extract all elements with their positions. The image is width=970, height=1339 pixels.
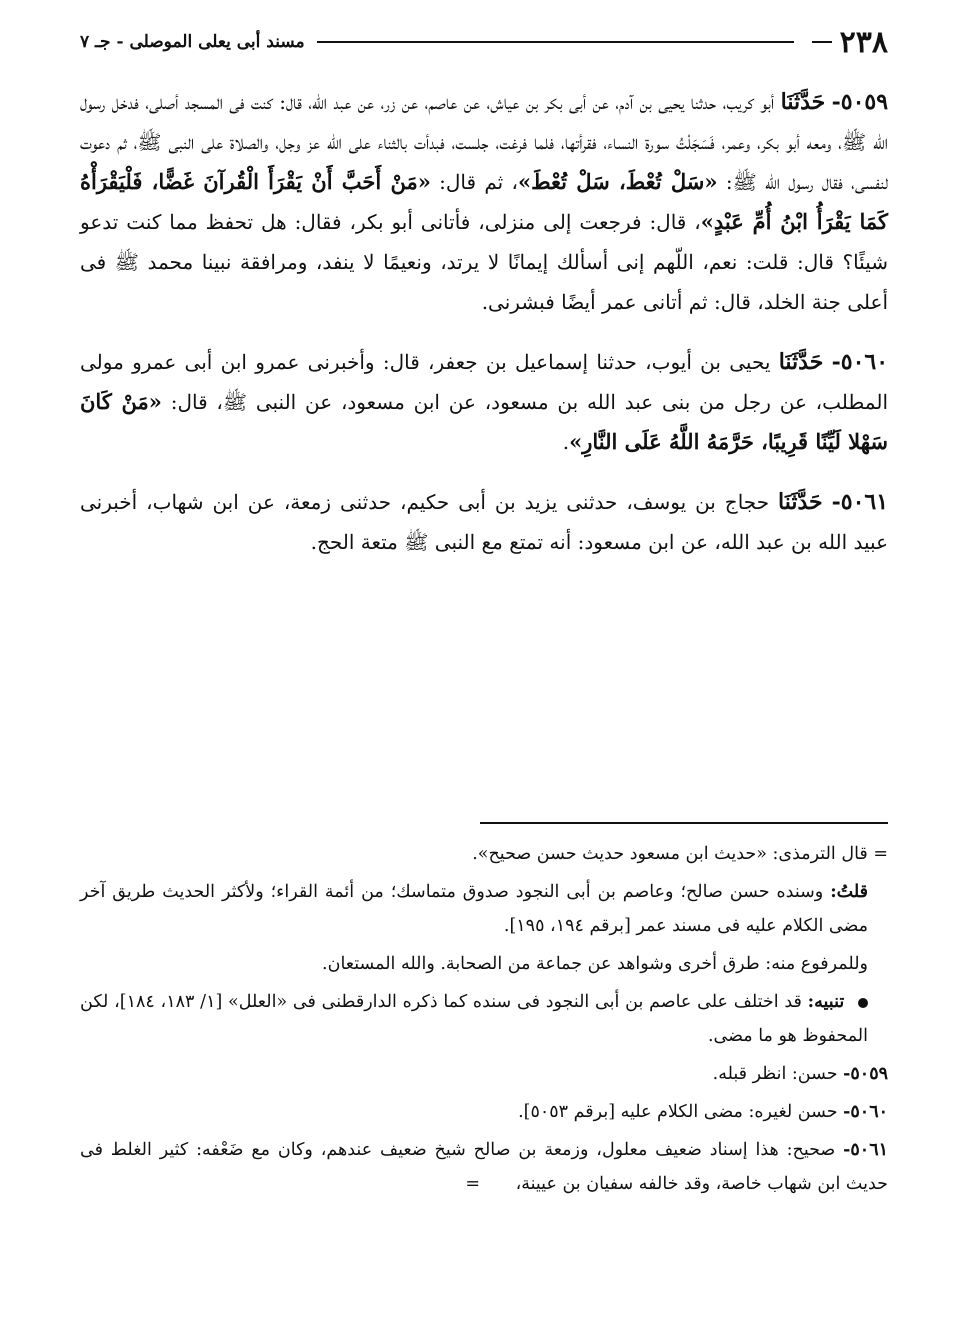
footnote — [80, 1057, 888, 1091]
footnote-label: تنبيه: — [807, 992, 845, 1012]
book-page — [80, 22, 888, 1322]
hadith-quote: «مَنْ أَحَبَّ أَنْ يَقْرَأَ الْقُرآنَ غَضًّا، فَلْيَقْرَأْهُ كَمَا يَقْرَأُ ابْنُ أُمِّ عَبْدٍ» — [80, 169, 888, 234]
hadith-text: ، ثم قال: — [439, 170, 518, 194]
book-title: مسند أبى يعلى الموصلى - جـ ٧ — [80, 32, 305, 52]
hadith-text: يحيى بن أيوب، حدثنا إسماعيل بن جعفر، قال: وأخبرنى عمرو ابن أبى عمرو مولى المطلب، عن رجل من بنى عبد الله بن مسعود، عن ابن مسعود، عن النبى ﷺ، قال: — [80, 350, 888, 414]
hadith-lead: حَدَّثَنَا — [780, 89, 826, 115]
hadith-text: . — [562, 430, 570, 454]
hadith-number: ٥٠٦١- — [831, 489, 889, 515]
footnote-label: قلتُ: — [830, 882, 868, 902]
footnote-text: وسنده حسن صالح؛ وعاصم بن أبى النجود صدوق متماسك؛ من أئمة القراء؛ ولأكثر الحديث طريق آخر مضى الكلام عليه فى مسند عمر [برقم ١٩٤، ١٩٥]. — [80, 882, 868, 936]
hadith-lead: حَدَّثَنَا — [778, 349, 824, 375]
hadith-text: حجاج بن يوسف، حدثنى يزيد بن أبى حكيم، حدثنى زمعة، عن ابن شهاب، أخبرنى عبيد الله بن عبد الله، عن ابن مسعود: أنه تمتع مع النبى ﷺ متعة الحج. — [80, 490, 888, 554]
continuation-mark: = — [465, 1174, 481, 1194]
hadith-number: ٥٠٦٠- — [831, 349, 889, 375]
hadith-quote: «مَنْ كَانَ سَهْلا لَيِّنًا قَرِيبًا، حَرَّمَهُ اللَّهُ عَلَى النَّارِ» — [80, 389, 888, 454]
footnote — [80, 1095, 888, 1129]
footnote-text: قد اختلف على عاصم بن أبى النجود فى سنده كما ذكره الدارقطنى فى «العلل» [١/ ١٨٣، ١٨٤]، لكن المحفوظ هو ما مضى. — [80, 992, 868, 1046]
hadith-5061 — [80, 482, 888, 562]
footnote-text: حسن: انظر قبله. — [712, 1064, 838, 1084]
page-number: ٢٣٨ — [839, 24, 888, 60]
footnote-text: صحيح: هذا إسناد ضعيف معلول، وزمعة بن صالح شيخ ضعيف عندهم، وكان مع ضَعْفه: كثير الغلط فى حديث ابن شهاب خاصة، وقد خالفه سفيان بن عيينة، — [80, 1140, 888, 1194]
footnote — [80, 1133, 888, 1201]
footnotes — [80, 837, 888, 1205]
main-text — [80, 82, 888, 582]
bullet-icon — [858, 998, 868, 1008]
hadith-5060 — [80, 342, 888, 462]
hadith-5059 — [80, 82, 888, 322]
footnote — [80, 985, 888, 1053]
hadith-text: ، قال: فرجعت إلى منزلى، فأتانى أبو بكر، فقال: هل تحفظ مما كنت تدعو شيئًا؟ قال: قلت: نعم، اللّهم إنى أسألك إيمانًا لا يرتد، ونعيمًا لا ينفد، ومرافقة نبينا محمد ﷺ فى أعلى جنة الخلد، قال: ثم أتانى عمر أيضًا فبشرنى. — [80, 210, 888, 314]
footnote — [80, 875, 888, 943]
header-rule — [317, 41, 794, 43]
footnote-text: حسن لغيره: مضى الكلام عليه [برقم ٥٠٥٣]. — [518, 1102, 838, 1122]
footnote-number: ٥٠٦١- — [843, 1140, 888, 1160]
hadith-lead: حَدَّثَنَا — [778, 489, 823, 515]
page-header — [80, 22, 888, 62]
hadith-number: ٥٠٥٩- — [831, 89, 889, 115]
header-dash — [812, 41, 832, 43]
footnote-separator — [480, 822, 888, 824]
hadith-text: أبو كريب، حدثنا يحيى بن آدم، عن أبى بكر بن عياش، عن عاصم، عن زر، عن عبد الله، قال: كنت فى المسجد أصلى، فدخل رسول الله ﷺ، ومعه أبو بكر، وعمر، فَسَجَلْتُ سورة النساء، فقرأتها، فلما فرغت، جلست، فبدأت بالثناء على الله عز وجل، والصلاة على النبى ﷺ، ثم دعوت لنفسى، فقال رسول الله ﷺ: — [80, 90, 889, 194]
footnote: = قال الترمذى: «حديث ابن مسعود حديث حسن صحيح». — [472, 844, 888, 864]
footnote-number: ٥٠٦٠- — [843, 1102, 888, 1122]
footnote-number: ٥٠٥٩- — [843, 1064, 888, 1084]
footnote: وللمرفوع منه: طرق أخرى وشواهد عن جماعة من الصحابة. والله المستعان. — [322, 954, 868, 974]
hadith-quote: «سَلْ تُعْطَ، سَلْ تُعْطَ» — [517, 169, 718, 194]
